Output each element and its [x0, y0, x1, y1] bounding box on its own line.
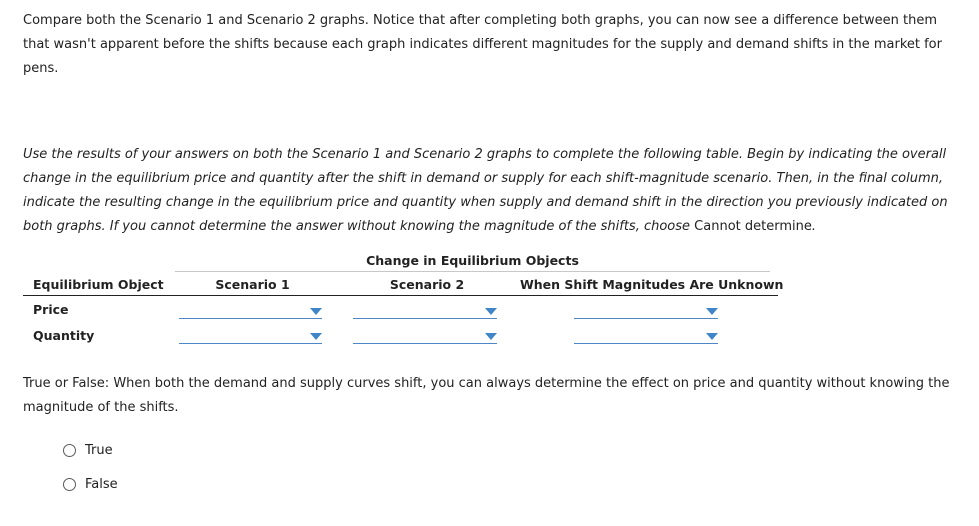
- row-label-quantity: Quantity: [33, 328, 95, 343]
- price-scenario1-dropdown[interactable]: [179, 302, 322, 319]
- instructions-text: Use the results of your answers on both the Scenario 1 and Scenario 2 graphs to complete the following table. Begin by indicating the overall change in the equilibrium price and quantity after the shift in demand or supply for each shift-magnitude scenario. Then, in the final column, indicate the resulting change in the equilibrium price and quantity when supply and demand shift in the direction you previously indicated on both graphs. If you cannot determine the answer without knowing the magnitude of the shifts, choose: [23, 147, 948, 234]
- header-rule: [23, 295, 778, 296]
- col-header-scenario1: Scenario 1: [215, 277, 290, 292]
- dropdown-arrow-icon: [485, 333, 497, 340]
- radio-label-false[interactable]: False: [85, 477, 118, 492]
- price-scenario2-dropdown[interactable]: [353, 302, 497, 319]
- quantity-scenario1-dropdown[interactable]: [179, 327, 322, 344]
- row-label-price: Price: [33, 302, 69, 317]
- radio-button-icon[interactable]: [63, 478, 76, 491]
- radio-button-icon[interactable]: [63, 444, 76, 457]
- col-header-scenario2: Scenario 2: [389, 277, 465, 292]
- dropdown-arrow-icon: [310, 333, 322, 340]
- dropdown-arrow-icon: [706, 333, 718, 340]
- instructions-paragraph: [23, 143, 953, 239]
- group-header-rule: [175, 271, 770, 272]
- intro-paragraph: Compare both the Scenario 1 and Scenario 2 graphs. Notice that after completing both graphs, you can now see a difference between them that wasn't apparent before the shifts because each graph indicates different magnitudes for the supply and demand shifts in the market for pens.: [23, 13, 942, 76]
- group-header: Change in Equilibrium Objects: [366, 253, 579, 268]
- instructions-end: .: [811, 219, 816, 234]
- col-header-object: Equilibrium Object: [33, 277, 164, 292]
- radio-label-true[interactable]: True: [85, 443, 113, 458]
- dropdown-arrow-icon: [485, 308, 497, 315]
- dropdown-arrow-icon: [706, 308, 718, 315]
- quantity-unknown-dropdown[interactable]: [574, 327, 718, 344]
- col-header-unknown: When Shift Magnitudes Are Unknown: [520, 277, 784, 292]
- dropdown-arrow-icon: [310, 308, 322, 315]
- quantity-scenario2-dropdown[interactable]: [353, 327, 497, 344]
- cannot-determine-text: Cannot determine: [694, 219, 812, 234]
- true-false-question: True or False: When both the demand and supply curves shift, you can always determine the effect on price and quantity without knowing the magnitude of the shifts.: [23, 376, 950, 415]
- price-unknown-dropdown[interactable]: [574, 302, 718, 319]
